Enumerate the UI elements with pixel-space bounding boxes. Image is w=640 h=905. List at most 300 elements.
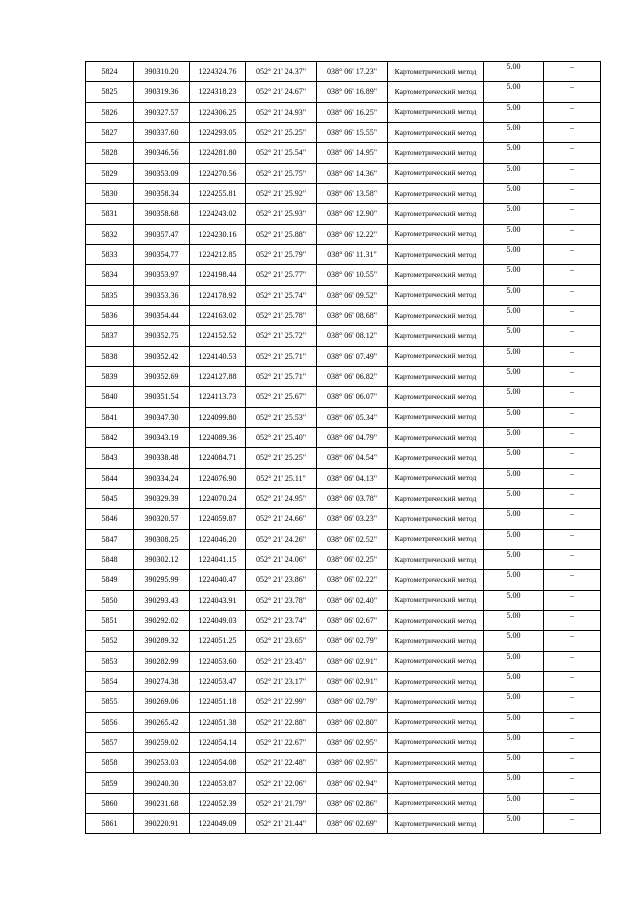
- table-row: [86, 712, 601, 732]
- note-cell: –: [544, 427, 601, 447]
- note-cell: –: [544, 407, 601, 427]
- table-row: [86, 631, 601, 651]
- x-coordinate-cell: 390308.25: [134, 529, 190, 549]
- x-coordinate-cell: 390274.38: [134, 671, 190, 691]
- latitude-cell: 052° 21' 25.40": [246, 427, 317, 447]
- x-coordinate-cell: 390293.43: [134, 590, 190, 610]
- table-row: [86, 62, 601, 82]
- accuracy-cell: 5.00: [484, 427, 544, 447]
- table-row: [86, 732, 601, 752]
- latitude-cell: 052° 21' 25.78": [246, 305, 317, 325]
- note-cell: –: [544, 610, 601, 630]
- y-coordinate-cell: 1224053.47: [190, 671, 246, 691]
- method-cell: Картометрический метод: [388, 732, 484, 752]
- note-cell: –: [544, 529, 601, 549]
- x-coordinate-cell: 390265.42: [134, 712, 190, 732]
- method-cell: Картометрический метод: [388, 529, 484, 549]
- accuracy-cell: 5.00: [484, 468, 544, 488]
- method-cell: Картометрический метод: [388, 814, 484, 834]
- accuracy-cell: 5.00: [484, 712, 544, 732]
- y-coordinate-cell: 1224053.60: [190, 651, 246, 671]
- table-row: [86, 488, 601, 508]
- longitude-cell: 038° 06' 16.89": [317, 82, 388, 102]
- y-coordinate-cell: 1224099.80: [190, 407, 246, 427]
- point-number-cell: 5830: [86, 183, 134, 203]
- method-cell: Картометрический метод: [388, 183, 484, 203]
- point-number-cell: 5850: [86, 590, 134, 610]
- x-coordinate-cell: 390354.77: [134, 244, 190, 264]
- method-cell: Картометрический метод: [388, 692, 484, 712]
- y-coordinate-cell: 1224059.87: [190, 509, 246, 529]
- point-number-cell: 5826: [86, 102, 134, 122]
- point-number-cell: 5845: [86, 488, 134, 508]
- y-coordinate-cell: 1224084.71: [190, 448, 246, 468]
- note-cell: –: [544, 651, 601, 671]
- method-cell: Картометрический метод: [388, 549, 484, 569]
- note-cell: –: [544, 753, 601, 773]
- latitude-cell: 052° 21' 24.06": [246, 549, 317, 569]
- accuracy-cell: 5.00: [484, 265, 544, 285]
- latitude-cell: 052° 21' 25.93": [246, 204, 317, 224]
- note-cell: –: [544, 82, 601, 102]
- point-number-cell: 5857: [86, 732, 134, 752]
- point-number-cell: 5824: [86, 62, 134, 82]
- latitude-cell: 052° 21' 22.67": [246, 732, 317, 752]
- latitude-cell: 052° 21' 22.99": [246, 692, 317, 712]
- y-coordinate-cell: 1224198.44: [190, 265, 246, 285]
- accuracy-cell: 5.00: [484, 610, 544, 630]
- x-coordinate-cell: 390231.68: [134, 793, 190, 813]
- latitude-cell: 052° 21' 25.25": [246, 122, 317, 142]
- accuracy-cell: 5.00: [484, 529, 544, 549]
- point-number-cell: 5832: [86, 224, 134, 244]
- method-cell: Картометрический метод: [388, 387, 484, 407]
- longitude-cell: 038° 06' 17.23": [317, 62, 388, 82]
- latitude-cell: 052° 21' 23.65": [246, 631, 317, 651]
- point-number-cell: 5840: [86, 387, 134, 407]
- x-coordinate-cell: 390353.97: [134, 265, 190, 285]
- latitude-cell: 052° 21' 23.86": [246, 570, 317, 590]
- method-cell: Картометрический метод: [388, 366, 484, 386]
- y-coordinate-cell: 1224113.73: [190, 387, 246, 407]
- note-cell: –: [544, 244, 601, 264]
- x-coordinate-cell: 390351.54: [134, 387, 190, 407]
- note-cell: –: [544, 122, 601, 142]
- point-number-cell: 5827: [86, 122, 134, 142]
- method-cell: Картометрический метод: [388, 82, 484, 102]
- accuracy-cell: 5.00: [484, 366, 544, 386]
- y-coordinate-cell: 1224324.76: [190, 62, 246, 82]
- latitude-cell: 052° 21' 24.93": [246, 102, 317, 122]
- point-number-cell: 5846: [86, 509, 134, 529]
- longitude-cell: 038° 06' 03.78": [317, 488, 388, 508]
- accuracy-cell: 5.00: [484, 387, 544, 407]
- note-cell: –: [544, 183, 601, 203]
- table-row: [86, 82, 601, 102]
- accuracy-cell: 5.00: [484, 204, 544, 224]
- x-coordinate-cell: 390319.36: [134, 82, 190, 102]
- latitude-cell: 052° 21' 23.17": [246, 671, 317, 691]
- method-cell: Картометрический метод: [388, 468, 484, 488]
- point-number-cell: 5836: [86, 305, 134, 325]
- note-cell: –: [544, 265, 601, 285]
- x-coordinate-cell: 390220.91: [134, 814, 190, 834]
- longitude-cell: 038° 06' 07.49": [317, 346, 388, 366]
- point-number-cell: 5859: [86, 773, 134, 793]
- latitude-cell: 052° 21' 25.71": [246, 346, 317, 366]
- latitude-cell: 052° 21' 25.71": [246, 366, 317, 386]
- accuracy-cell: 5.00: [484, 143, 544, 163]
- point-number-cell: 5829: [86, 163, 134, 183]
- y-coordinate-cell: 1224293.05: [190, 122, 246, 142]
- latitude-cell: 052° 21' 25.67": [246, 387, 317, 407]
- point-number-cell: 5844: [86, 468, 134, 488]
- table-row: [86, 346, 601, 366]
- accuracy-cell: 5.00: [484, 285, 544, 305]
- y-coordinate-cell: 1224212.85: [190, 244, 246, 264]
- accuracy-cell: 5.00: [484, 163, 544, 183]
- note-cell: –: [544, 671, 601, 691]
- method-cell: Картометрический метод: [388, 753, 484, 773]
- accuracy-cell: 5.00: [484, 448, 544, 468]
- latitude-cell: 052° 21' 23.45": [246, 651, 317, 671]
- latitude-cell: 052° 21' 25.72": [246, 326, 317, 346]
- longitude-cell: 038° 06' 02.67": [317, 610, 388, 630]
- latitude-cell: 052° 21' 22.06": [246, 773, 317, 793]
- note-cell: –: [544, 692, 601, 712]
- y-coordinate-cell: 1224230.16: [190, 224, 246, 244]
- x-coordinate-cell: 390259.02: [134, 732, 190, 752]
- method-cell: Картометрический метод: [388, 244, 484, 264]
- point-number-cell: 5843: [86, 448, 134, 468]
- x-coordinate-cell: 390353.09: [134, 163, 190, 183]
- point-number-cell: 5825: [86, 82, 134, 102]
- point-number-cell: 5831: [86, 204, 134, 224]
- longitude-cell: 038° 06' 12.90": [317, 204, 388, 224]
- y-coordinate-cell: 1224043.91: [190, 590, 246, 610]
- x-coordinate-cell: 390320.57: [134, 509, 190, 529]
- note-cell: –: [544, 509, 601, 529]
- method-cell: Картометрический метод: [388, 631, 484, 651]
- x-coordinate-cell: 390289.32: [134, 631, 190, 651]
- coordinates-table: [85, 61, 601, 834]
- table-row: [86, 305, 601, 325]
- y-coordinate-cell: 1224281.80: [190, 143, 246, 163]
- longitude-cell: 038° 06' 02.22": [317, 570, 388, 590]
- table-row: [86, 244, 601, 264]
- longitude-cell: 038° 06' 02.94": [317, 773, 388, 793]
- method-cell: Картометрический метод: [388, 265, 484, 285]
- note-cell: –: [544, 814, 601, 834]
- latitude-cell: 052° 21' 21.44": [246, 814, 317, 834]
- note-cell: –: [544, 793, 601, 813]
- accuracy-cell: 5.00: [484, 82, 544, 102]
- y-coordinate-cell: 1224127.88: [190, 366, 246, 386]
- accuracy-cell: 5.00: [484, 346, 544, 366]
- point-number-cell: 5861: [86, 814, 134, 834]
- table-row: [86, 163, 601, 183]
- x-coordinate-cell: 390253.03: [134, 753, 190, 773]
- note-cell: –: [544, 102, 601, 122]
- longitude-cell: 038° 06' 02.79": [317, 631, 388, 651]
- method-cell: Картометрический метод: [388, 224, 484, 244]
- method-cell: Картометрический метод: [388, 610, 484, 630]
- x-coordinate-cell: 390354.44: [134, 305, 190, 325]
- point-number-cell: 5852: [86, 631, 134, 651]
- y-coordinate-cell: 1224140.53: [190, 346, 246, 366]
- y-coordinate-cell: 1224049.09: [190, 814, 246, 834]
- longitude-cell: 038° 06' 02.80": [317, 712, 388, 732]
- note-cell: –: [544, 468, 601, 488]
- accuracy-cell: 5.00: [484, 732, 544, 752]
- point-number-cell: 5856: [86, 712, 134, 732]
- point-number-cell: 5841: [86, 407, 134, 427]
- method-cell: Картометрический метод: [388, 407, 484, 427]
- latitude-cell: 052° 21' 24.95": [246, 488, 317, 508]
- accuracy-cell: 5.00: [484, 570, 544, 590]
- latitude-cell: 052° 21' 25.54": [246, 143, 317, 163]
- accuracy-cell: 5.00: [484, 122, 544, 142]
- y-coordinate-cell: 1224052.39: [190, 793, 246, 813]
- latitude-cell: 052° 21' 25.77": [246, 265, 317, 285]
- y-coordinate-cell: 1224089.36: [190, 427, 246, 447]
- x-coordinate-cell: 390292.02: [134, 610, 190, 630]
- x-coordinate-cell: 390358.68: [134, 204, 190, 224]
- table-row: [86, 265, 601, 285]
- note-cell: –: [544, 305, 601, 325]
- method-cell: Картометрический метод: [388, 326, 484, 346]
- method-cell: Картометрический метод: [388, 671, 484, 691]
- method-cell: Картометрический метод: [388, 427, 484, 447]
- accuracy-cell: 5.00: [484, 305, 544, 325]
- latitude-cell: 052° 21' 25.11": [246, 468, 317, 488]
- latitude-cell: 052° 21' 25.74": [246, 285, 317, 305]
- longitude-cell: 038° 06' 11.31": [317, 244, 388, 264]
- x-coordinate-cell: 390337.60: [134, 122, 190, 142]
- accuracy-cell: 5.00: [484, 590, 544, 610]
- y-coordinate-cell: 1224270.56: [190, 163, 246, 183]
- longitude-cell: 038° 06' 02.86": [317, 793, 388, 813]
- note-cell: –: [544, 732, 601, 752]
- latitude-cell: 052° 21' 25.53": [246, 407, 317, 427]
- table-row: [86, 427, 601, 447]
- accuracy-cell: 5.00: [484, 244, 544, 264]
- note-cell: –: [544, 62, 601, 82]
- y-coordinate-cell: 1224051.38: [190, 712, 246, 732]
- latitude-cell: 052° 21' 24.67": [246, 82, 317, 102]
- table-row: [86, 692, 601, 712]
- longitude-cell: 038° 06' 04.54": [317, 448, 388, 468]
- accuracy-cell: 5.00: [484, 814, 544, 834]
- longitude-cell: 038° 06' 02.91": [317, 651, 388, 671]
- point-number-cell: 5834: [86, 265, 134, 285]
- longitude-cell: 038° 06' 14.95": [317, 143, 388, 163]
- method-cell: Картометрический метод: [388, 285, 484, 305]
- accuracy-cell: 5.00: [484, 793, 544, 813]
- note-cell: –: [544, 204, 601, 224]
- y-coordinate-cell: 1224318.23: [190, 82, 246, 102]
- point-number-cell: 5858: [86, 753, 134, 773]
- method-cell: Картометрический метод: [388, 102, 484, 122]
- latitude-cell: 052° 21' 25.92": [246, 183, 317, 203]
- y-coordinate-cell: 1224255.81: [190, 183, 246, 203]
- table-row: [86, 448, 601, 468]
- longitude-cell: 038° 06' 13.58": [317, 183, 388, 203]
- x-coordinate-cell: 390347.30: [134, 407, 190, 427]
- point-number-cell: 5860: [86, 793, 134, 813]
- point-number-cell: 5855: [86, 692, 134, 712]
- table-row: [86, 285, 601, 305]
- y-coordinate-cell: 1224049.03: [190, 610, 246, 630]
- note-cell: –: [544, 549, 601, 569]
- y-coordinate-cell: 1224054.14: [190, 732, 246, 752]
- y-coordinate-cell: 1224243.02: [190, 204, 246, 224]
- x-coordinate-cell: 390302.12: [134, 549, 190, 569]
- method-cell: Картометрический метод: [388, 62, 484, 82]
- y-coordinate-cell: 1224051.25: [190, 631, 246, 651]
- longitude-cell: 038° 06' 04.79": [317, 427, 388, 447]
- point-number-cell: 5854: [86, 671, 134, 691]
- table-row: [86, 326, 601, 346]
- table-row: [86, 651, 601, 671]
- note-cell: –: [544, 773, 601, 793]
- accuracy-cell: 5.00: [484, 773, 544, 793]
- y-coordinate-cell: 1224076.90: [190, 468, 246, 488]
- note-cell: –: [544, 143, 601, 163]
- longitude-cell: 038° 06' 08.68": [317, 305, 388, 325]
- table-row: [86, 407, 601, 427]
- table-row: [86, 671, 601, 691]
- table-row: [86, 183, 601, 203]
- latitude-cell: 052° 21' 23.74": [246, 610, 317, 630]
- point-number-cell: 5853: [86, 651, 134, 671]
- x-coordinate-cell: 390358.34: [134, 183, 190, 203]
- point-number-cell: 5849: [86, 570, 134, 590]
- method-cell: Картометрический метод: [388, 488, 484, 508]
- point-number-cell: 5837: [86, 326, 134, 346]
- note-cell: –: [544, 590, 601, 610]
- method-cell: Картометрический метод: [388, 590, 484, 610]
- point-number-cell: 5828: [86, 143, 134, 163]
- accuracy-cell: 5.00: [484, 224, 544, 244]
- point-number-cell: 5847: [86, 529, 134, 549]
- x-coordinate-cell: 390334.24: [134, 468, 190, 488]
- method-cell: Картометрический метод: [388, 204, 484, 224]
- table-row: [86, 753, 601, 773]
- longitude-cell: 038° 06' 02.25": [317, 549, 388, 569]
- x-coordinate-cell: 390343.19: [134, 427, 190, 447]
- longitude-cell: 038° 06' 02.91": [317, 671, 388, 691]
- table-row: [86, 549, 601, 569]
- x-coordinate-cell: 390357.47: [134, 224, 190, 244]
- note-cell: –: [544, 631, 601, 651]
- point-number-cell: 5851: [86, 610, 134, 630]
- accuracy-cell: 5.00: [484, 753, 544, 773]
- accuracy-cell: 5.00: [484, 62, 544, 82]
- method-cell: Картометрический метод: [388, 448, 484, 468]
- table-row: [86, 143, 601, 163]
- latitude-cell: 052° 21' 22.48": [246, 753, 317, 773]
- longitude-cell: 038° 06' 08.12": [317, 326, 388, 346]
- accuracy-cell: 5.00: [484, 671, 544, 691]
- note-cell: –: [544, 163, 601, 183]
- x-coordinate-cell: 390327.57: [134, 102, 190, 122]
- table-row: [86, 529, 601, 549]
- latitude-cell: 052° 21' 22.88": [246, 712, 317, 732]
- y-coordinate-cell: 1224041.15: [190, 549, 246, 569]
- x-coordinate-cell: 390352.75: [134, 326, 190, 346]
- note-cell: –: [544, 224, 601, 244]
- method-cell: Картометрический метод: [388, 346, 484, 366]
- accuracy-cell: 5.00: [484, 326, 544, 346]
- latitude-cell: 052° 21' 24.37": [246, 62, 317, 82]
- y-coordinate-cell: 1224046.20: [190, 529, 246, 549]
- method-cell: Картометрический метод: [388, 143, 484, 163]
- latitude-cell: 052° 21' 25.25": [246, 448, 317, 468]
- table-body: [86, 62, 601, 834]
- table-row: [86, 468, 601, 488]
- x-coordinate-cell: 390310.20: [134, 62, 190, 82]
- y-coordinate-cell: 1224051.18: [190, 692, 246, 712]
- y-coordinate-cell: 1224152.52: [190, 326, 246, 346]
- y-coordinate-cell: 1224040.47: [190, 570, 246, 590]
- method-cell: Картометрический метод: [388, 712, 484, 732]
- table-row: [86, 610, 601, 630]
- x-coordinate-cell: 390329.39: [134, 488, 190, 508]
- longitude-cell: 038° 06' 02.40": [317, 590, 388, 610]
- accuracy-cell: 5.00: [484, 631, 544, 651]
- method-cell: Картометрический метод: [388, 793, 484, 813]
- longitude-cell: 038° 06' 06.82": [317, 366, 388, 386]
- y-coordinate-cell: 1224070.24: [190, 488, 246, 508]
- note-cell: –: [544, 285, 601, 305]
- x-coordinate-cell: 390352.69: [134, 366, 190, 386]
- latitude-cell: 052° 21' 25.88": [246, 224, 317, 244]
- longitude-cell: 038° 06' 10.55": [317, 265, 388, 285]
- x-coordinate-cell: 390282.99: [134, 651, 190, 671]
- x-coordinate-cell: 390338.48: [134, 448, 190, 468]
- table-row: [86, 793, 601, 813]
- accuracy-cell: 5.00: [484, 407, 544, 427]
- table-row: [86, 122, 601, 142]
- method-cell: Картометрический метод: [388, 122, 484, 142]
- table-row: [86, 102, 601, 122]
- latitude-cell: 052° 21' 24.26": [246, 529, 317, 549]
- method-cell: Картометрический метод: [388, 773, 484, 793]
- table-row: [86, 366, 601, 386]
- longitude-cell: 038° 06' 15.55": [317, 122, 388, 142]
- latitude-cell: 052° 21' 24.66": [246, 509, 317, 529]
- longitude-cell: 038° 06' 05.34": [317, 407, 388, 427]
- method-cell: Картометрический метод: [388, 570, 484, 590]
- table-row: [86, 509, 601, 529]
- note-cell: –: [544, 387, 601, 407]
- accuracy-cell: 5.00: [484, 692, 544, 712]
- x-coordinate-cell: 390240.30: [134, 773, 190, 793]
- longitude-cell: 038° 06' 02.79": [317, 692, 388, 712]
- x-coordinate-cell: 390269.06: [134, 692, 190, 712]
- x-coordinate-cell: 390353.36: [134, 285, 190, 305]
- y-coordinate-cell: 1224054.08: [190, 753, 246, 773]
- point-number-cell: 5833: [86, 244, 134, 264]
- point-number-cell: 5842: [86, 427, 134, 447]
- longitude-cell: 038° 06' 09.52": [317, 285, 388, 305]
- y-coordinate-cell: 1224053.87: [190, 773, 246, 793]
- longitude-cell: 038° 06' 02.95": [317, 753, 388, 773]
- longitude-cell: 038° 06' 06.07": [317, 387, 388, 407]
- latitude-cell: 052° 21' 23.78": [246, 590, 317, 610]
- longitude-cell: 038° 06' 02.52": [317, 529, 388, 549]
